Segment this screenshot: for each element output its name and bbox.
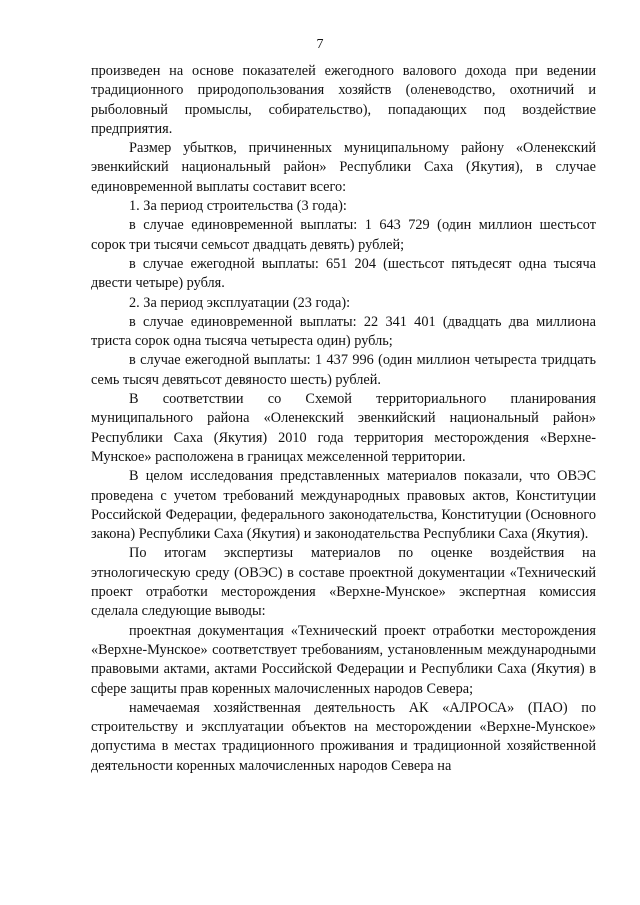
paragraph-operation-annual: в случае ежегодной выплаты: 1 437 996 (один миллион четыреста тридцать семь тысяч девятьсот девяносто шесть) рублей. bbox=[91, 352, 596, 388]
paragraph-damages-intro: Размер убытков, причиненных муниципальному району «Оленекский эвенкийский национальный район» Республики Саха (Якутия), в случае единовременной выплаты составит всего: bbox=[91, 140, 596, 195]
paragraph-research-findings: В целом исследования представленных материалов показали, что ОВЭС проведена с учетом требований международных правовых актов, Конституции Российской Федерации, федерального законодательства, Конституции (Основного закона) Республики Саха (Якутия) и законодательства Республики Саха (Якутия). bbox=[91, 468, 596, 543]
paragraph-operation-period: 2. За период эксплуатации (23 года): bbox=[129, 294, 351, 311]
paragraph-operation-lump-sum: в случае единовременной выплаты: 22 341 401 (двадцать два миллиона триста сорок одна тысяча четыреста один) рубль; bbox=[91, 313, 596, 350]
paragraph-conclusion-compliance: проектная документация «Технический проект отработки месторождения «Верхне-Мунское» соответствует требованиям, установленным международными правовыми актами, актами Российской Федерации и Республики Саха (Якутия) в сфере защиты прав коренных малочисленных народов Севера; bbox=[91, 622, 596, 697]
paragraph-conclusion-activity: намечаемая хозяйственная деятельность АК «АЛРОСА» (ПАО) по строительству и эксплуатации объектов на месторождении «Верхне-Мунское» допустима в местах традиционного проживания и традиционной хозяйственной деятельности коренных малочисленных народов Севера на bbox=[91, 699, 596, 774]
paragraph-construction-period: 1. За период строительства (3 года): bbox=[129, 198, 347, 215]
paragraph-construction-annual: в случае ежегодной выплаты: 651 204 (шестьсот пятьдесят одна тысяча двести четыре) рубля. bbox=[91, 255, 596, 292]
paragraph-construction-lump-sum: в случае единовременной выплаты: 1 643 729 (один миллион шестьсот сорок три тысячи семьсот двадцать девять) рублей; bbox=[91, 217, 596, 253]
paragraph-territorial-planning: В соответствии со Схемой территориального планирования муниципального района «Оленекский эвенкийский национальный район» Республики Саха (Якутия) 2010 года территория месторождения «Верхне-Мунское» расположена в границах межселенной территории. bbox=[91, 391, 596, 465]
document-body bbox=[91, 62, 596, 776]
paragraph-expertise-results: По итогам экспертизы материалов по оценке воздействия на этнологическую среду (ОВЭС) в составе проектной документации «Технический проект отработки месторождения «Верхне-Мунское» экспертная комиссия сделала следующие выводы: bbox=[91, 545, 596, 620]
paragraph-continuation: произведен на основе показателей ежегодного валового дохода при ведении традиционного природопользования хозяйств (оленеводство, охотничий и рыболовный промыслы, собирательство), попадающих под воздействие предприятия. bbox=[91, 63, 596, 137]
page-number: 7 bbox=[316, 37, 324, 52]
